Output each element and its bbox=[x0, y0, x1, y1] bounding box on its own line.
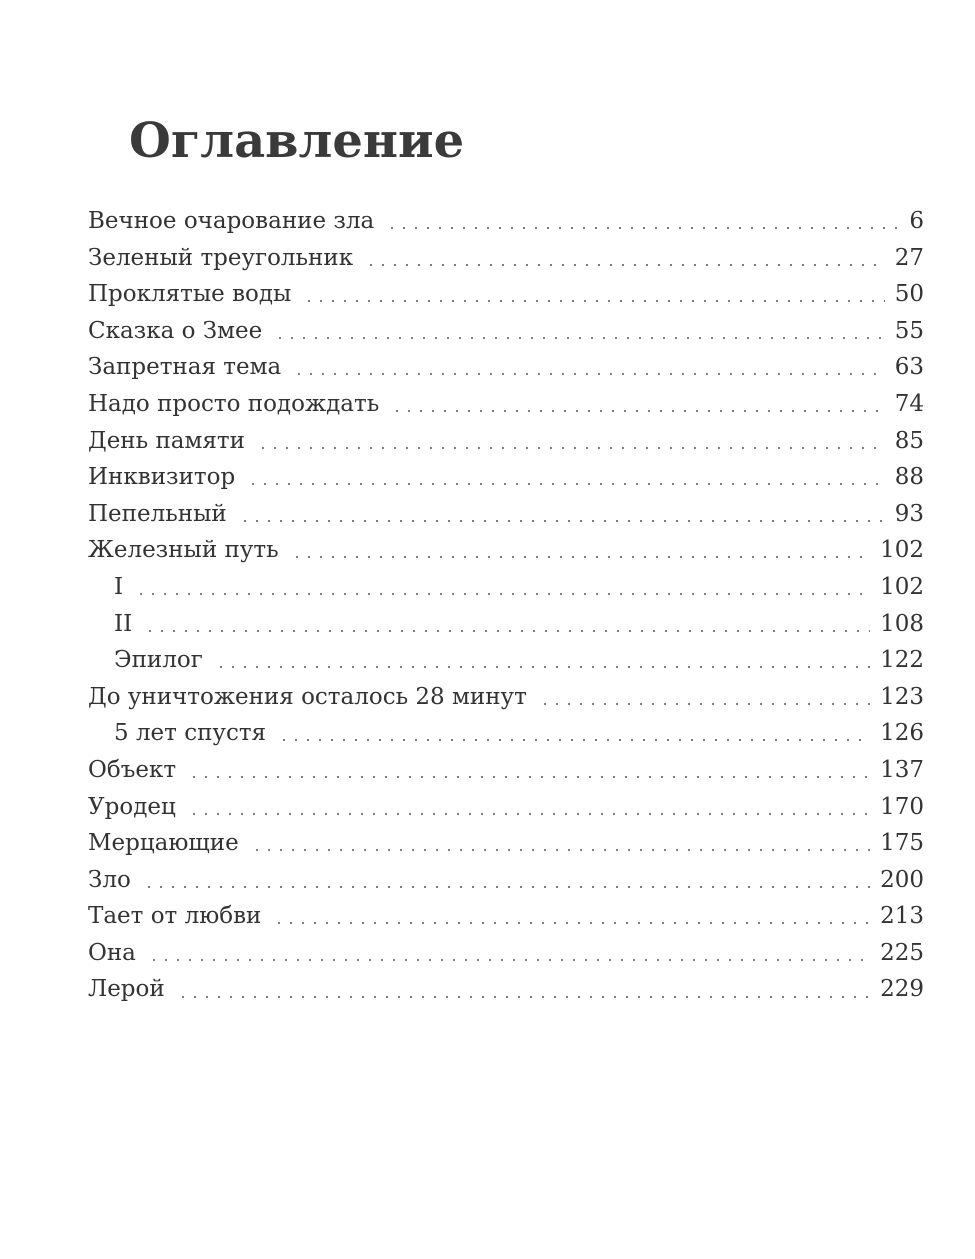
toc-entry-page-number: 175 bbox=[880, 830, 924, 857]
toc-entry-page-number: 93 bbox=[894, 500, 924, 527]
toc-entry-page-number: 50 bbox=[894, 281, 924, 308]
toc-entry-title: День памяти bbox=[88, 427, 245, 454]
toc-entry-page-number: 102 bbox=[880, 573, 924, 600]
toc-entry-page-number: 27 bbox=[894, 244, 924, 271]
toc-entry[interactable] bbox=[88, 642, 924, 679]
toc-entry-page-number: 123 bbox=[880, 683, 924, 710]
toc-entry-title: Мерцающие bbox=[88, 830, 239, 857]
dot-leader bbox=[215, 663, 870, 672]
dot-leader bbox=[365, 260, 885, 269]
dot-leader bbox=[148, 955, 870, 964]
toc-entry-page-number: 122 bbox=[880, 647, 924, 674]
toc-entry-title: Проклятые воды bbox=[88, 281, 292, 308]
toc-entry-page-number: 229 bbox=[880, 976, 924, 1003]
dot-leader bbox=[273, 919, 870, 928]
toc-entry-page-number: 137 bbox=[880, 756, 924, 783]
toc-entry-title: Инквизитор bbox=[88, 464, 236, 491]
toc-entry-title: Надо просто подождать bbox=[88, 390, 380, 417]
toc-entry-title: 5 лет спустя bbox=[114, 720, 267, 747]
toc-entry-page-number: 213 bbox=[880, 903, 924, 930]
toc-entry-title: Железный путь bbox=[88, 537, 279, 564]
toc-entry[interactable] bbox=[88, 789, 924, 826]
toc-entry-page-number: 170 bbox=[880, 793, 924, 820]
toc-entry[interactable] bbox=[88, 862, 924, 899]
toc-entry[interactable] bbox=[88, 423, 924, 460]
dot-leader bbox=[303, 297, 884, 306]
dot-leader bbox=[539, 699, 870, 708]
dot-leader bbox=[293, 370, 884, 379]
toc-entry-title: Она bbox=[88, 939, 136, 966]
toc-entry-title: Запретная тема bbox=[88, 354, 282, 381]
toc-entry[interactable] bbox=[88, 825, 924, 862]
dot-leader bbox=[144, 626, 870, 635]
toc-entry[interactable] bbox=[88, 935, 924, 972]
dot-leader bbox=[143, 882, 870, 891]
toc-entry[interactable] bbox=[88, 386, 924, 423]
dot-leader bbox=[274, 333, 884, 342]
dot-leader bbox=[135, 590, 870, 599]
toc-entry[interactable] bbox=[88, 715, 924, 752]
toc-entry-title: Объект bbox=[88, 756, 177, 783]
toc-entry-page-number: 200 bbox=[880, 866, 924, 893]
toc-entry[interactable] bbox=[88, 240, 924, 277]
dot-leader bbox=[188, 773, 870, 782]
dot-leader bbox=[188, 809, 870, 818]
toc-entry-page-number: 55 bbox=[894, 317, 924, 344]
toc-entry[interactable] bbox=[88, 496, 924, 533]
toc-entry[interactable] bbox=[88, 349, 924, 386]
toc-entry[interactable] bbox=[88, 898, 924, 935]
toc-entry-page-number: 6 bbox=[909, 208, 924, 234]
dot-leader bbox=[247, 480, 885, 489]
dot-leader bbox=[386, 224, 899, 233]
dot-leader bbox=[177, 992, 870, 1001]
toc-entry[interactable] bbox=[88, 313, 924, 350]
toc-entry[interactable] bbox=[88, 752, 924, 789]
toc-entry-title: Вечное очарование зла bbox=[88, 208, 375, 234]
toc-entry-page-number: 225 bbox=[880, 939, 924, 966]
toc-entry-title: Уродец bbox=[88, 793, 176, 820]
toc-entry-title: Зеленый треугольник bbox=[88, 244, 354, 271]
toc-entry[interactable] bbox=[88, 569, 924, 606]
toc-entry[interactable] bbox=[88, 606, 924, 643]
dot-leader bbox=[391, 407, 885, 416]
toc-entry-title: Эпилог bbox=[114, 647, 203, 674]
toc-entry-page-number: 126 bbox=[880, 720, 924, 747]
toc-entry-title: Тает от любви bbox=[88, 903, 262, 930]
toc-entry-title: Зло bbox=[88, 866, 131, 893]
toc-entry-title: До уничтожения осталось 28 минут bbox=[88, 683, 527, 710]
toc-entry-title: Пепельный bbox=[88, 500, 227, 527]
toc-entry[interactable] bbox=[88, 203, 924, 240]
toc-entry-title: Лерой bbox=[88, 976, 165, 1003]
toc-entry-page-number: 85 bbox=[894, 427, 924, 454]
toc-entry-title: II bbox=[114, 610, 133, 637]
toc-entry[interactable] bbox=[88, 971, 924, 1008]
toc-entry-page-number: 102 bbox=[880, 537, 924, 564]
toc-entry[interactable] bbox=[88, 459, 924, 496]
dot-leader bbox=[257, 443, 885, 452]
toc-entry[interactable] bbox=[88, 532, 924, 569]
dot-leader bbox=[291, 553, 870, 562]
toc-entry-title: I bbox=[114, 573, 124, 600]
toc-entry-page-number: 88 bbox=[894, 464, 924, 491]
toc-entry[interactable] bbox=[88, 276, 924, 313]
toc-entry-title: Сказка о Змее bbox=[88, 317, 263, 344]
page-title: Оглавление bbox=[129, 113, 465, 169]
dot-leader bbox=[251, 846, 870, 855]
toc-entry-page-number: 74 bbox=[894, 390, 924, 417]
toc-entry-page-number: 63 bbox=[894, 354, 924, 381]
table-of-contents bbox=[88, 203, 924, 1008]
dot-leader bbox=[278, 736, 870, 745]
toc-entry[interactable] bbox=[88, 679, 924, 716]
toc-entry-page-number: 108 bbox=[880, 610, 924, 637]
dot-leader bbox=[239, 516, 885, 525]
